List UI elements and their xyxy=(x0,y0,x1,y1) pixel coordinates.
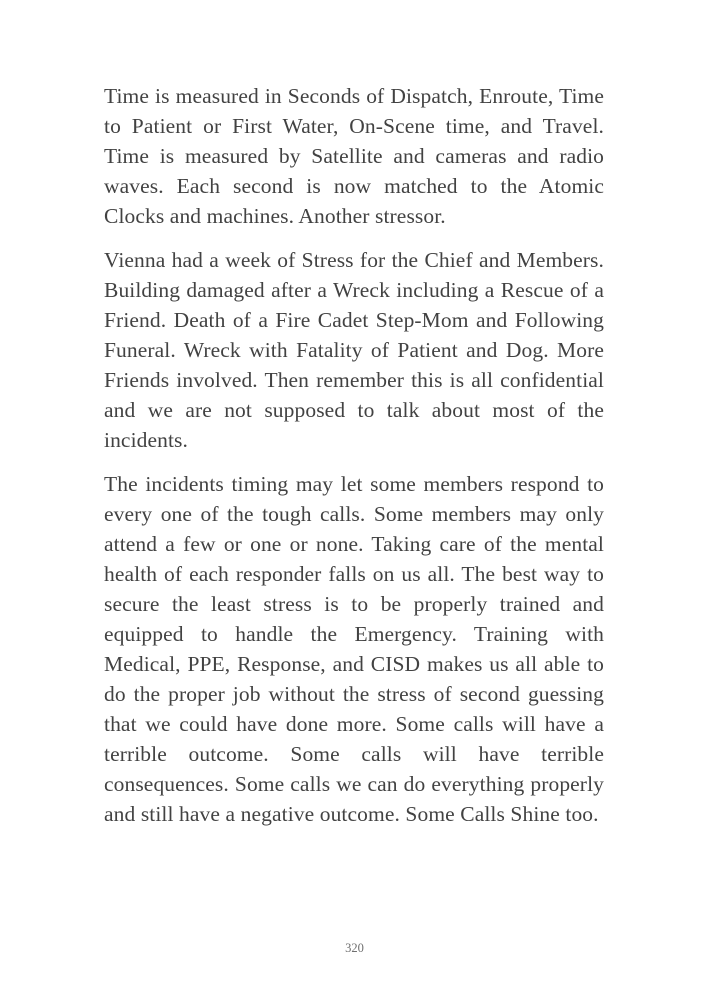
body-text xyxy=(104,81,604,843)
page-number: 320 xyxy=(345,941,364,955)
body-paragraph-2: Vienna had a week of Stress for the Chief and Members. Building damaged after a Wreck including a Rescue of a Friend. Death of a Fire Cadet Step-Mom and Following Funeral. Wreck with Fatality of Patient and Dog. More Friends involved. Then remember this is all confidential and we are not supposed to talk about most of the incidents. xyxy=(104,248,604,452)
body-paragraph-1: Time is measured in Seconds of Dispatch, Enroute, Time to Patient or First Water, On-Scene time, and Travel. Time is measured by Satellite and cameras and radio waves. Each second is now matched to the Atomic Clocks and machines. Another stressor. xyxy=(104,84,604,228)
body-paragraph-3: The incidents timing may let some members respond to every one of the tough calls. Some members may only attend a few or one or none. Taking care of the mental health of each responder falls on us all. The best way to secure the least stress is to be properly trained and equipped to handle the Emergency. Training with Medical, PPE, Response, and CISD makes us all able to do the proper job without the stress of second guessing that we could have done more. Some calls will have a terrible outcome. Some calls will have terrible consequences. Some calls we can do everything properly and still have a negative outcome. Some Calls Shine too. xyxy=(104,472,604,826)
